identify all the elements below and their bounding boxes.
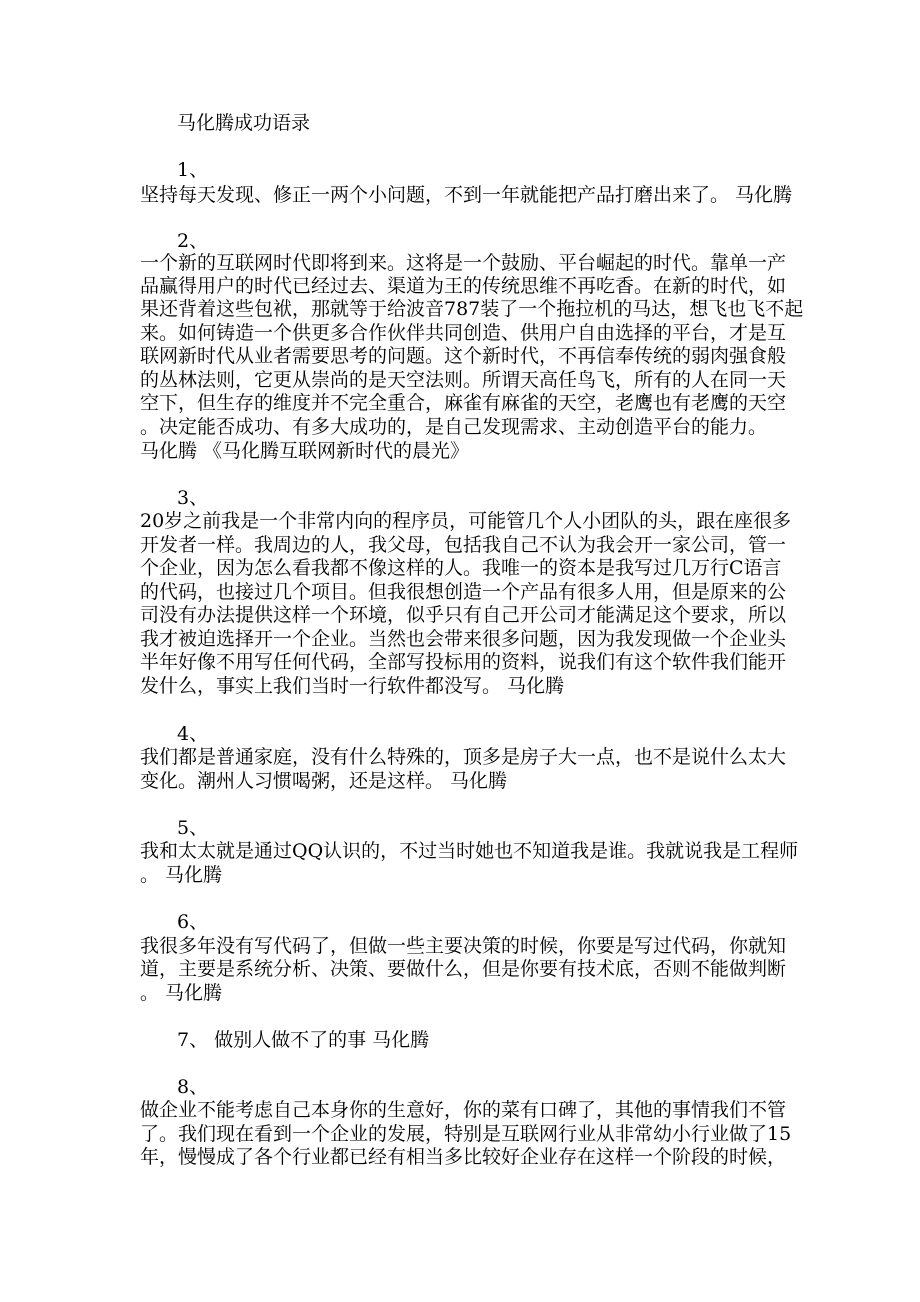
- quote-3-line: 半年好像不用写任何代码，全部写投标用的资料，说我们有这个软件我们能开: [140, 651, 787, 673]
- quote-8-line: 了。我们现在看到一个企业的发展，特别是互联网行业从非常幼小行业做了15: [140, 1123, 792, 1145]
- quote-3-line: 司没有办法提供这样一个环境，似乎只有自己开公司才能满足这个要求，所以: [140, 604, 787, 626]
- quote-2-line: 来。如何铸造一个供更多合作伙伴共同创造、供用户自由选择的平台，才是互: [140, 322, 787, 344]
- quote-2-line: 品赢得用户的时代已经过去、渠道为王的传统思维不再吃香。在新的时代，如: [140, 275, 787, 297]
- document-title: 马化腾成功语录: [177, 112, 311, 134]
- quote-3-line: 我才被迫选择开一个企业。当然也会带来很多问题，因为我发现做一个企业头: [140, 628, 787, 650]
- quote-5-line: 。 马化腾: [140, 864, 223, 886]
- quote-4-line: 变化。潮州人习惯喝粥，还是这样。 马化腾: [140, 770, 508, 792]
- quote-8-line: 年，慢慢成了各个行业都已经有相当多比较好企业存在这样一个阶段的时候，: [140, 1146, 787, 1168]
- quote-1-line: 坚持每天发现、修正一两个小问题，不到一年就能把产品打磨出来了。 马化腾: [140, 184, 793, 206]
- quote-4-line: 我们都是普通家庭，没有什么特殊的，顶多是房子大一点，也不是说什么太大: [140, 746, 787, 768]
- quote-number-5: 5、: [177, 817, 209, 839]
- quote-6-line: 道，主要是系统分析、决策、要做什么，但是你要有技术底，否则不能做判断: [140, 958, 787, 980]
- quote-7: 7、 做别人做不了的事 马化腾: [177, 1029, 430, 1051]
- quote-2-line: 空下，但生存的维度并不完全重合，麻雀有麻雀的天空，老鹰也有老鹰的天空: [140, 392, 787, 414]
- quote-3-line: 的代码，也接过几个项目。但我很想创造一个产品有很多人用，但是原来的公: [140, 581, 787, 603]
- quote-number-2: 2、: [177, 230, 209, 252]
- quote-2-line: 的丛林法则，它更从崇尚的是天空法则。所谓天高任鸟飞，所有的人在同一天: [140, 369, 787, 391]
- quote-6-line: 。 马化腾: [140, 982, 223, 1004]
- quote-2-line: 马化腾 《马化腾互联网新时代的晨光》: [140, 440, 470, 462]
- quote-2-line: 。决定能否成功、有多大成功的，是自己发现需求、主动创造平台的能力。: [140, 416, 768, 438]
- quote-number-8: 8、: [177, 1076, 209, 1098]
- quote-2-line: 一个新的互联网时代即将到来。这将是一个鼓励、平台崛起的时代。靠单一产: [140, 252, 787, 274]
- quote-number-1: 1、: [177, 159, 209, 181]
- quote-3-line: 20岁之前我是一个非常内向的程序员，可能管几个人小团队的头，跟在座很多: [140, 510, 792, 532]
- quote-number-6: 6、: [177, 911, 209, 933]
- quote-3-line: 发什么，事实上我们当时一行软件都没写。 马化腾: [140, 675, 565, 697]
- quote-5-line: 我和太太就是通过QQ认识的，不过当时她也不知道我是谁。我就说我是工程师: [140, 840, 799, 862]
- quote-8-line: 做企业不能考虑自己本身你的生意好，你的菜有口碑了，其他的事情我们不管: [140, 1099, 787, 1121]
- quote-2-line: 联网新时代从业者需要思考的问题。这个新时代，不再信奉传统的弱肉强食般: [140, 345, 787, 367]
- quote-number-3: 3、: [177, 487, 209, 509]
- quote-6-line: 我很多年没有写代码了，但做一些主要决策的时候，你要是写过代码，你就知: [140, 935, 787, 957]
- quote-2-line: 果还背着这些包袱，那就等于给波音787装了一个拖拉机的马达，想飞也飞不起: [140, 298, 804, 320]
- quote-number-4: 4、: [177, 723, 209, 745]
- quote-3-line: 个企业，因为怎么看我都不像这样的人。我唯一的资本是我写过几万行C语言: [140, 557, 782, 579]
- quote-3-line: 开发者一样。我周边的人，我父母，包括我自己不认为我会开一家公司，管一: [140, 534, 787, 556]
